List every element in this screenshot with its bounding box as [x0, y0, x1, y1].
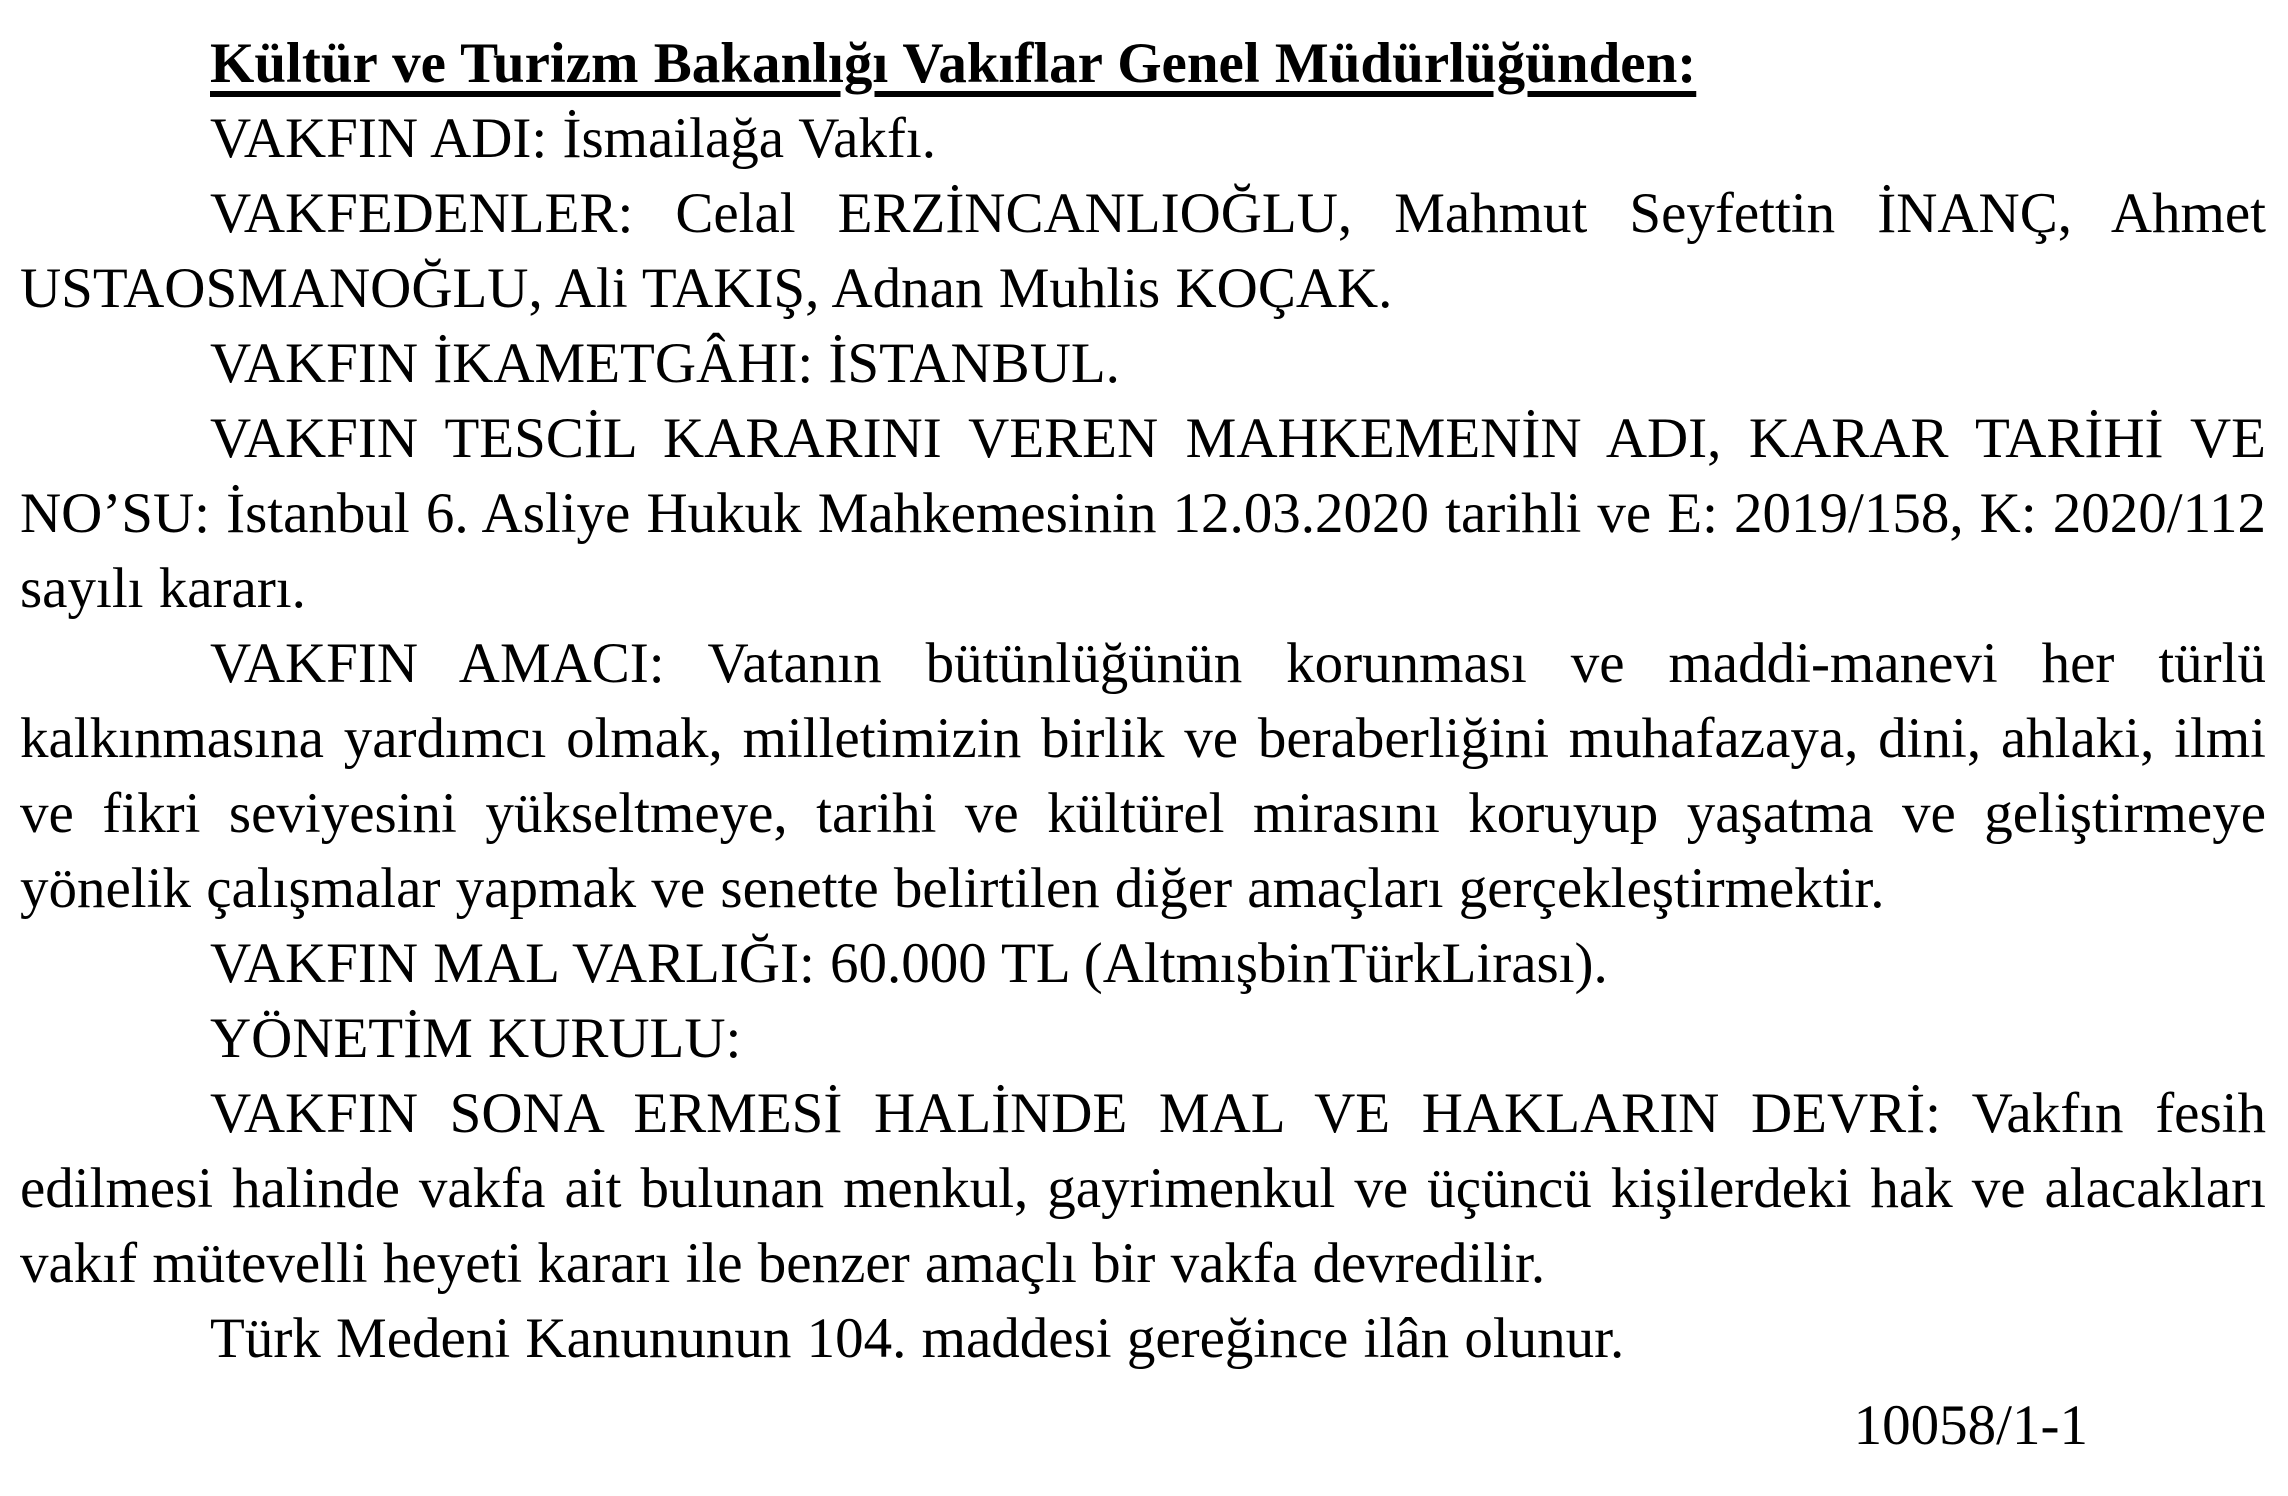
paragraph-dissolution: VAKFIN SONA ERMESİ HALİNDE MAL VE HAKLARIN DEVRİ: Vakfın fesih edilmesi halinde vakfa ait bulunan menkul, gayrimenkul ve üçüncü kişilerdeki hak ve alacakları vakıf mütevelli heyeti kararı ile benzer amaçlı bir vakfa devredilir. — [20, 1082, 2266, 1295]
paragraph-residence: VAKFIN İKAMETGÂHI: İSTANBUL. — [210, 332, 1120, 395]
paragraph-board: YÖNETİM KURULU: — [210, 1007, 742, 1070]
paragraph-court-decision: VAKFIN TESCİL KARARINI VEREN MAHKEMENİN ADI, KARAR TARİHİ VE NO’SU: İstanbul 6. Asliye Hukuk Mahkemesinin 12.03.2020 tarihli ve E: 2019/158, K: 2020/112 sayılı kararı. — [20, 407, 2266, 620]
document-heading: Kültür ve Turizm Bakanlığı Vakıflar Genel Müdürlüğünden: — [210, 32, 1697, 95]
paragraph-founders: VAKFEDENLER: Celal ERZİNCANLIOĞLU, Mahmut Seyfettin İNANÇ, Ahmet USTAOSMANOĞLU, Ali TAKIŞ, Adnan Muhlis KOÇAK. — [20, 182, 2266, 320]
paragraph-legal-notice: Türk Medeni Kanununun 104. maddesi gereğince ilân olunur. — [210, 1307, 1625, 1370]
reference-number: 10058/1-1 — [1853, 1394, 2088, 1457]
paragraph-foundation-name: VAKFIN ADI: İsmailağa Vakfı. — [210, 107, 936, 170]
paragraph-assets: VAKFIN MAL VARLIĞI: 60.000 TL (AltmışbinTürkLirası). — [210, 932, 1608, 995]
paragraph-purpose: VAKFIN AMACI: Vatanın bütünlüğünün korunması ve maddi-manevi her türlü kalkınmasına yardımcı olmak, milletimizin birlik ve beraberliğini muhafazaya, dini, ahlaki, ilmi ve fikri seviyesini yükseltmeye, tarihi ve kültürel mirasını koruyup yaşatma ve geliştirmeye yönelik çalışmalar yapmak ve senette belirtilen diğer amaçları gerçekleştirmektir. — [20, 632, 2266, 920]
